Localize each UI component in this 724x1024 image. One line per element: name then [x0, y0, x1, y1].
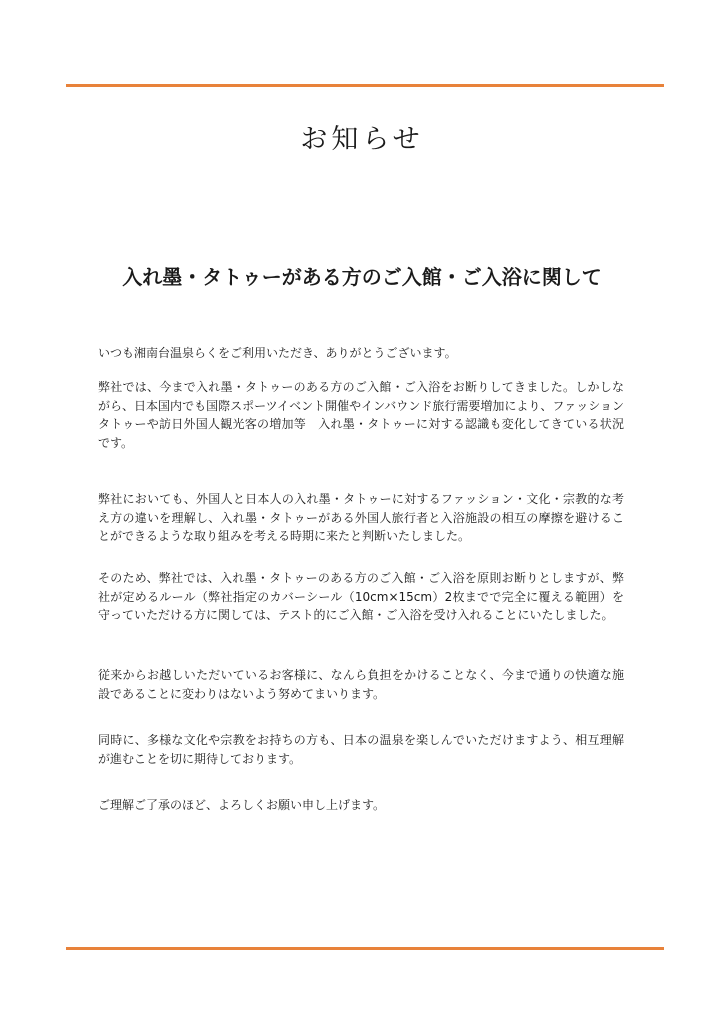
paragraph-commitment: 従来からお越しいただいているお客様に、なんら負担をかけることなく、今まで通りの快適な施設であることに変わりはないよう努めてまいります。 — [98, 668, 624, 701]
paragraph-background: 弊社では、今まで入れ墨・タトゥーのある方のご入館・ご入浴をお断りしてきました。しかしながら、日本国内でも国際スポーツイベント開催やインバウンド旅行需要増加により、ファッションタトゥーや訪日外国人観光客の増加等 入れ墨・タトゥーに対する認識も変化してきている状況です。 — [98, 380, 624, 450]
notice-headline: 入れ墨・タトゥーがある方のご入館・ご入浴に関して — [122, 265, 602, 289]
top-divider — [66, 84, 664, 87]
bottom-divider — [66, 947, 664, 950]
paragraph-hope: 同時に、多様な文化や宗教をお持ちの方も、日本の温泉を楽しんでいただけますよう、相互理解が進むことを切に期待しております。 — [98, 733, 624, 766]
paragraph-policy: そのため、弊社では、入れ墨・タトゥーのある方のご入館・ご入浴を原則お断りとしますが、弊社が定めるルール（弊社指定のカバーシール（10cm×15cm）2枚までで完全に覆える範囲）を守っていただける方に関しては、テスト的にご入館・ご入浴を受け入れることにいたしました。 — [98, 571, 624, 622]
paragraph-closing: ご理解ご了承のほど、よろしくお願い申し上げます。 — [98, 798, 386, 812]
page-title: お知らせ — [300, 124, 424, 155]
paragraph-greeting: いつも湘南台温泉らくをご利用いただき、ありがとうございます。 — [98, 346, 457, 360]
paragraph-understanding: 弊社においても、外国人と日本人の入れ墨・タトゥーに対するファッション・文化・宗教的な考え方の違いを理解し、入れ墨・タトゥーがある外国人旅行者と入浴施設の相互の摩擦を避けることができるような取り組みを考える時期に来たと判断いたしました。 — [98, 492, 624, 543]
